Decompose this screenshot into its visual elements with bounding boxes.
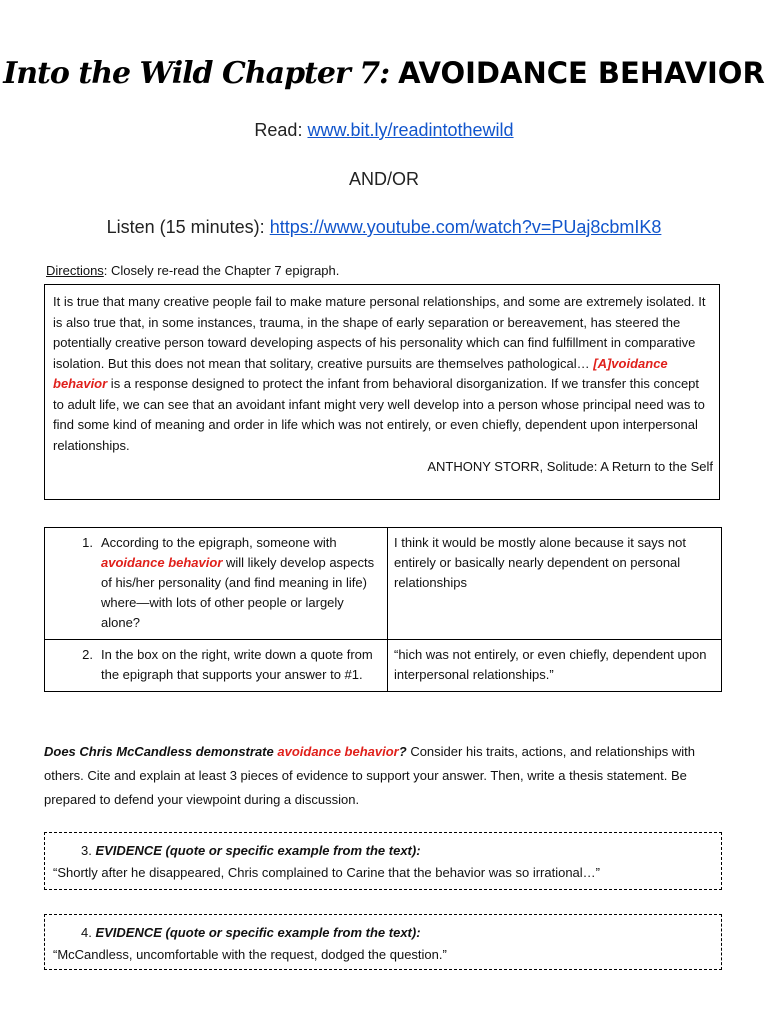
answer-cell[interactable]: “hich was not entirely, or even chiefly, dependent upon interpersonal relationships.” — [388, 640, 722, 692]
question-text-start: According to the epigraph, someone with — [101, 535, 337, 550]
evidence-heading — [53, 840, 713, 862]
evidence-label: EVIDENCE (quote or specific example from the text) — [95, 925, 417, 940]
title-chapter: Into the Wild Chapter 7: — [3, 56, 390, 91]
listen-label: Listen (15 minutes): — [106, 217, 265, 237]
question-text-end: will likely develop aspects of his/her personality (and find meaning in life) where—with lots of other people or largely alone? — [101, 555, 375, 630]
question-cell — [45, 640, 388, 692]
and-or-text: AND/OR — [348, 169, 419, 189]
epigraph-text-start: It is true that many creative people fail to make mature personal relationships, and some are extremely isolated. It is also true that, in some instances, trauma, in the shape of early separation or bereavement, has steered the potentially creative person toward developing aspects of his personality which can find fulfillment in comparative isolation. But this does not mean that solitary, creative pursuits are themselves pathological… — [53, 294, 706, 371]
read-label: Read: — [254, 120, 303, 140]
read-link[interactable]: www.bit.ly/readintothewild — [307, 120, 514, 140]
table-row — [45, 528, 722, 640]
table-row — [45, 640, 722, 692]
evidence-number: 3. — [81, 843, 92, 858]
question-cell — [45, 528, 388, 640]
page-title — [0, 52, 768, 94]
listen-link[interactable]: https://www.youtube.com/watch?v=PUaj8cbmIK8 — [269, 217, 662, 237]
epigraph-box — [44, 284, 720, 500]
directions-label: Directions — [46, 263, 104, 278]
prompt-text: Consider his traits, actions, and relationships with others. Cite and explain at least 3 pieces of evidence to support your answer. Then, write a thesis statement. Be prepared to defend your viewpoint during a discussion. — [44, 744, 696, 807]
directions-text: : Closely re-read the Chapter 7 epigraph. — [103, 263, 340, 278]
answer-cell[interactable]: I think it would be mostly alone because it says not entirely or basically nearly dependent on personal relationships — [388, 528, 722, 640]
discussion-prompt — [44, 740, 734, 812]
epigraph-text — [53, 292, 713, 456]
evidence-text: “Shortly after he disappeared, Chris complained to Carine that the behavior was so irrational…” — [53, 865, 600, 880]
question-number: 2. — [82, 647, 93, 662]
evidence-label: EVIDENCE (quote or specific example from the text) — [95, 843, 417, 858]
epigraph-text-end: is a response designed to protect the infant from behavioral disorganization. If we transfer this concept to adult life, we can see that an avoidant infant might very well develop into a person whose principal need was to find some kind of meaning and order in life which was not entirely, or even chiefly, dependent upon interpersonal relationships. — [53, 376, 705, 453]
directions — [46, 262, 339, 280]
epigraph-attribution: ANTHONY STORR, Solitude: A Return to the Self — [427, 459, 713, 474]
evidence-box[interactable] — [44, 832, 722, 890]
prompt-question-mark: ? — [398, 744, 407, 759]
question-text — [101, 533, 381, 633]
evidence-heading — [53, 922, 713, 944]
evidence-colon: : — [416, 843, 421, 858]
listen-line — [0, 215, 768, 239]
title-topic: AVOIDANCE BEHAVIOR — [398, 56, 765, 90]
question-table — [44, 527, 722, 692]
evidence-box[interactable] — [44, 914, 722, 970]
evidence-colon: : — [416, 925, 421, 940]
question-text: In the box on the right, write down a quote from the epigraph that supports your answer to #1. — [101, 647, 373, 682]
prompt-question: Does Chris McCandless demonstrate — [44, 744, 278, 759]
read-line — [0, 118, 768, 142]
evidence-number: 4. — [81, 925, 92, 940]
epigraph-highlight: [A]voidance behavior — [53, 355, 668, 391]
question-highlight: avoidance behavior — [101, 555, 223, 570]
question-number: 1. — [82, 535, 93, 550]
prompt-highlight: avoidance behavior — [277, 744, 399, 759]
evidence-text: “McCandless, uncomfortable with the request, dodged the question.” — [53, 947, 447, 962]
